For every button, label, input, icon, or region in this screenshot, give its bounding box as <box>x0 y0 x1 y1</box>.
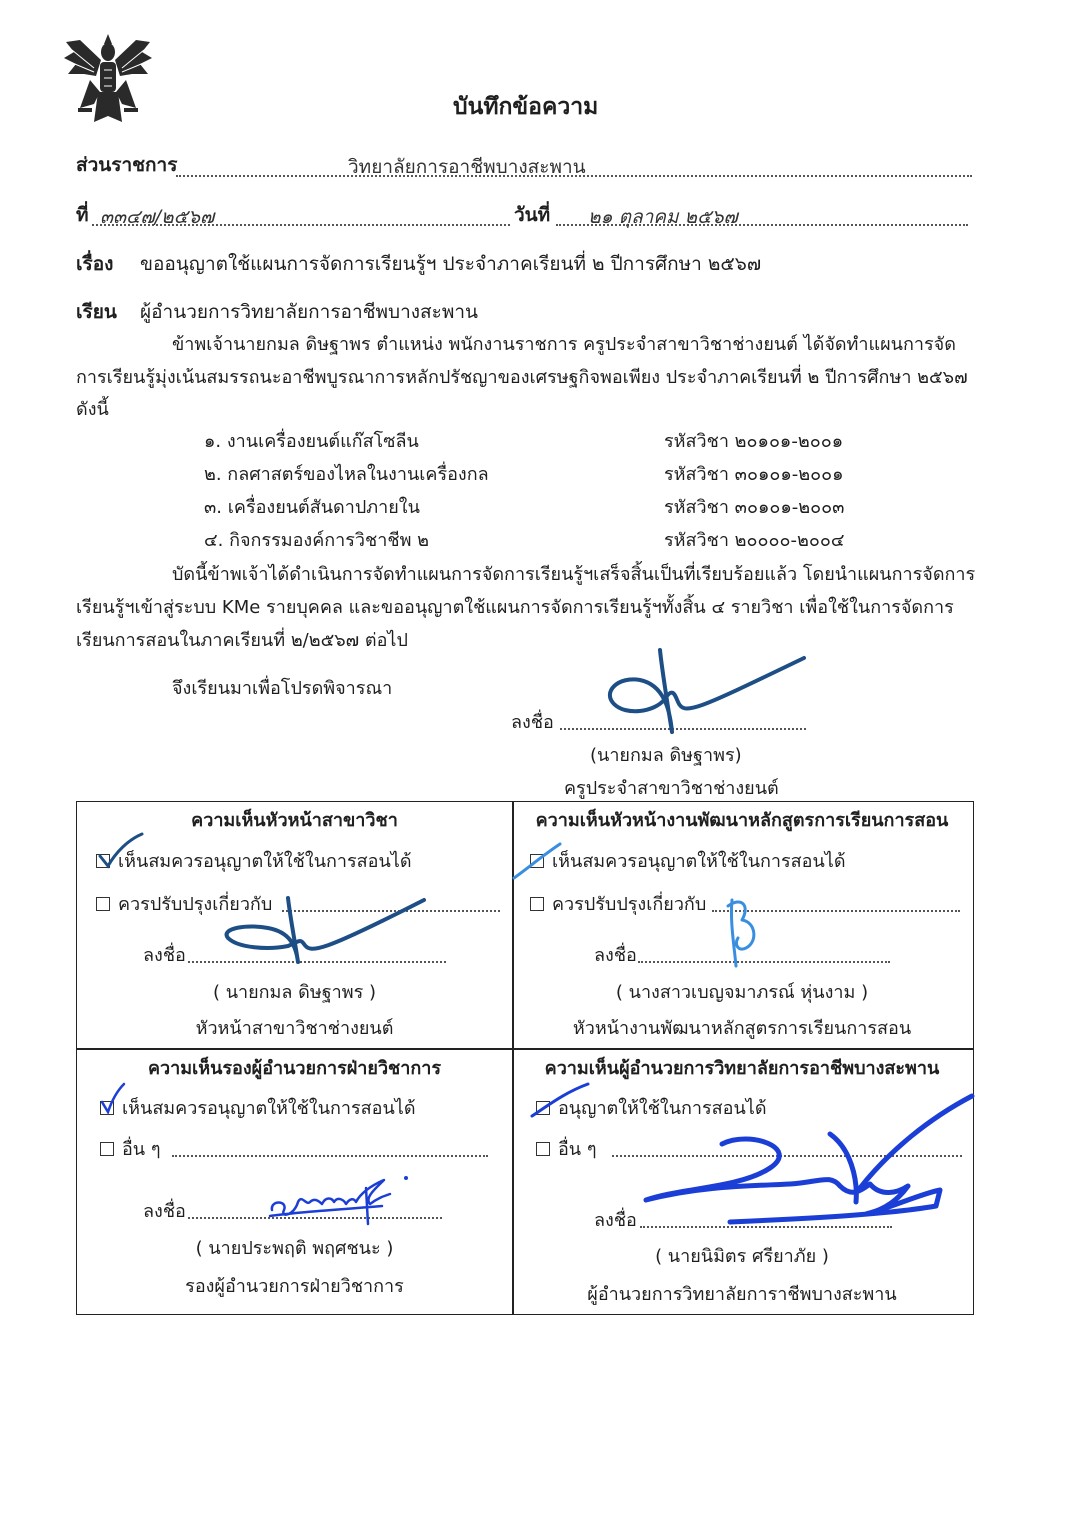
reference-value: ๓๓๔๗/๒๕๖๗ <box>100 206 215 228</box>
box-4-name: ( นายนิมิตร ศรียาภัย ) <box>655 1246 829 1267</box>
reference-label: ที่ <box>76 204 89 226</box>
date-label: วันที่ <box>514 204 551 226</box>
box-1-improve-checkbox[interactable] <box>96 897 110 911</box>
box-2-signature <box>720 894 766 968</box>
signer-sign-label: ลงชื่อ <box>511 712 554 733</box>
box-4-option-other <box>536 1137 597 1163</box>
closing-sentence: จึงเรียนมาเพื่อโปรดพิจารณา <box>172 678 393 699</box>
approval-table-row-divider <box>76 1048 974 1050</box>
agency-value: วิทยาลัยการอาชีพบางสะพาน <box>348 156 586 178</box>
date-value: ๒๑ ตุลาคม ๒๕๖๗ <box>588 206 738 228</box>
box-4-sign-label: ลงชื่อ <box>594 1210 637 1231</box>
body-paragraph-2-line-2: เรียนรู้ฯเข้าสู่ระบบ KMe รายบุคคล และขออนุญาตใช้แผนการจัดการเรียนรู้ฯทั้งสิ้น ๔ รายวิชา เพื่อใช้ในการจัดการ <box>76 597 954 618</box>
to-value: ผู้อำนวยการวิทยาลัยการอาชีพบางสะพาน <box>140 301 479 323</box>
box-1-heading: ความเห็นหัวหน้าสาขาวิชา <box>191 810 398 831</box>
box-3-approve-label: เห็นสมควรอนุญาตให้ใช้ในการสอนได้ <box>122 1098 416 1119</box>
course-3-name: ๓. เครื่องยนต์สันดาปภายใน <box>204 497 420 518</box>
box-4-approve-label: อนุญาตให้ใช้ในการสอนได้ <box>558 1098 767 1119</box>
body-paragraph-1-line-1: ข้าพเจ้านายกมล ดิษฐาพร ตำแหน่ง พนักงานราชการ ครูประจำสาขาวิชาช่างยนต์ ได้จัดทำแผนการจัด <box>172 334 956 355</box>
garuda-emblem-icon <box>60 30 156 130</box>
box-3-position: รองผู้อำนวยการฝ่ายวิชาการ <box>185 1276 404 1297</box>
box-2-check-mark-icon <box>508 840 564 882</box>
box-3-other-label: อื่น ๆ <box>122 1139 161 1160</box>
course-1-code: รหัสวิชา ๒๐๑๐๑-๒๐๐๑ <box>664 431 844 452</box>
box-2-option-improve <box>530 892 706 918</box>
body-paragraph-1-line-3: ดังนี้ <box>76 399 109 420</box>
course-2-name: ๒. กลศาสตร์ของไหลในงานเครื่องกล <box>204 464 489 485</box>
agency-label: ส่วนราชการ <box>76 154 178 176</box>
box-3-check-mark-icon <box>98 1082 128 1116</box>
box-4-signature <box>640 1090 980 1230</box>
signer-signature <box>600 640 810 740</box>
signer-name: (นายกมล ดิษฐาพร) <box>590 745 742 766</box>
to-label: เรียน <box>76 301 117 323</box>
box-3-option-approve <box>100 1096 416 1122</box>
box-3-other-checkbox[interactable] <box>100 1142 114 1156</box>
box-3-signature <box>266 1172 414 1228</box>
course-1-name: ๑. งานเครื่องยนต์แก๊สโซลีน <box>204 431 419 452</box>
box-1-check-mark-icon <box>96 832 146 868</box>
box-4-other-label: อื่น ๆ <box>558 1139 597 1160</box>
box-4-check-mark-icon <box>526 1080 592 1120</box>
box-3-name: ( นายประพฤติ พฤศชนะ ) <box>195 1238 394 1259</box>
body-paragraph-1-line-2: การเรียนรู้มุ่งเน้นสมรรถนะอาชีพบูรณาการหลักปรัชญาของเศรษฐกิจพอเพียง ประจำภาคเรียนที่ ๒ ปีการศึกษา ๒๕๖๗ <box>76 367 968 388</box>
course-3-code: รหัสวิชา ๓๐๑๐๑-๒๐๐๓ <box>664 497 845 518</box>
box-2-position: หัวหน้างานพัฒนาหลักสูตรการเรียนการสอน <box>572 1018 912 1039</box>
box-2-option-approve <box>530 849 846 875</box>
course-4-name: ๔. กิจกรรมองค์การวิชาชีพ ๒ <box>204 530 430 551</box>
box-1-sign-label: ลงชื่อ <box>143 945 186 966</box>
course-4-code: รหัสวิชา ๒๐๐๐๐-๒๐๐๔ <box>664 530 845 551</box>
box-3-other-dotted-line <box>172 1155 488 1157</box>
box-2-name: ( นางสาวเบญจมาภรณ์ หุ่นงาม ) <box>615 982 869 1003</box>
box-1-approve-label: เห็นสมควรอนุญาตให้ใช้ในการสอนได้ <box>118 851 412 872</box>
subject-label: เรื่อง <box>76 253 114 275</box>
box-3-sign-label: ลงชื่อ <box>143 1201 186 1222</box>
box-1-improve-label: ควรปรับปรุงเกี่ยวกับ <box>118 894 273 915</box>
box-1-position: หัวหน้าสาขาวิชาช่างยนต์ <box>195 1018 394 1039</box>
body-paragraph-2-line-1: บัดนี้ข้าพเจ้าได้ดำเนินการจัดทำแผนการจัดการเรียนรู้ฯเสร็จสิ้นเป็นที่เรียบร้อยแล้ว โดยนำแผนการจัดการ <box>172 564 976 585</box>
signer-position: ครูประจำสาขาวิชาช่างยนต์ <box>564 778 779 799</box>
document-title: บันทึกข้อความ <box>453 94 599 120</box>
box-1-signature <box>218 892 430 968</box>
subject-value: ขออนุญาตใช้แผนการจัดการเรียนรู้ฯ ประจำภาคเรียนที่ ๒ ปีการศึกษา ๒๕๖๗ <box>140 253 762 275</box>
box-2-improve-label: ควรปรับปรุงเกี่ยวกับ <box>552 894 707 915</box>
box-2-sign-label: ลงชื่อ <box>594 945 637 966</box>
box-4-heading: ความเห็นผู้อำนวยการวิทยาลัยการอาชีพบางสะพาน <box>544 1058 940 1079</box>
box-1-name: ( นายกมล ดิษฐาพร ) <box>212 982 377 1003</box>
box-4-other-checkbox[interactable] <box>536 1142 550 1156</box>
box-4-position: ผู้อำนวยการวิทยาลัยการาชีพบางสะพาน <box>587 1284 897 1305</box>
box-2-heading: ความเห็นหัวหน้างานพัฒนาหลักสูตรการเรียนการสอน <box>535 810 949 831</box>
box-2-approve-label: เห็นสมควรอนุญาตให้ใช้ในการสอนได้ <box>552 851 846 872</box>
box-2-improve-checkbox[interactable] <box>530 897 544 911</box>
course-2-code: รหัสวิชา ๓๐๑๐๑-๒๐๐๑ <box>664 464 844 485</box>
box-3-option-other <box>100 1137 161 1163</box>
box-3-heading: ความเห็นรองผู้อำนวยการฝ่ายวิชาการ <box>147 1058 442 1079</box>
body-paragraph-2-line-3: เรียนการสอนในภาคเรียนที่ ๒/๒๕๖๗ ต่อไป <box>76 630 408 651</box>
